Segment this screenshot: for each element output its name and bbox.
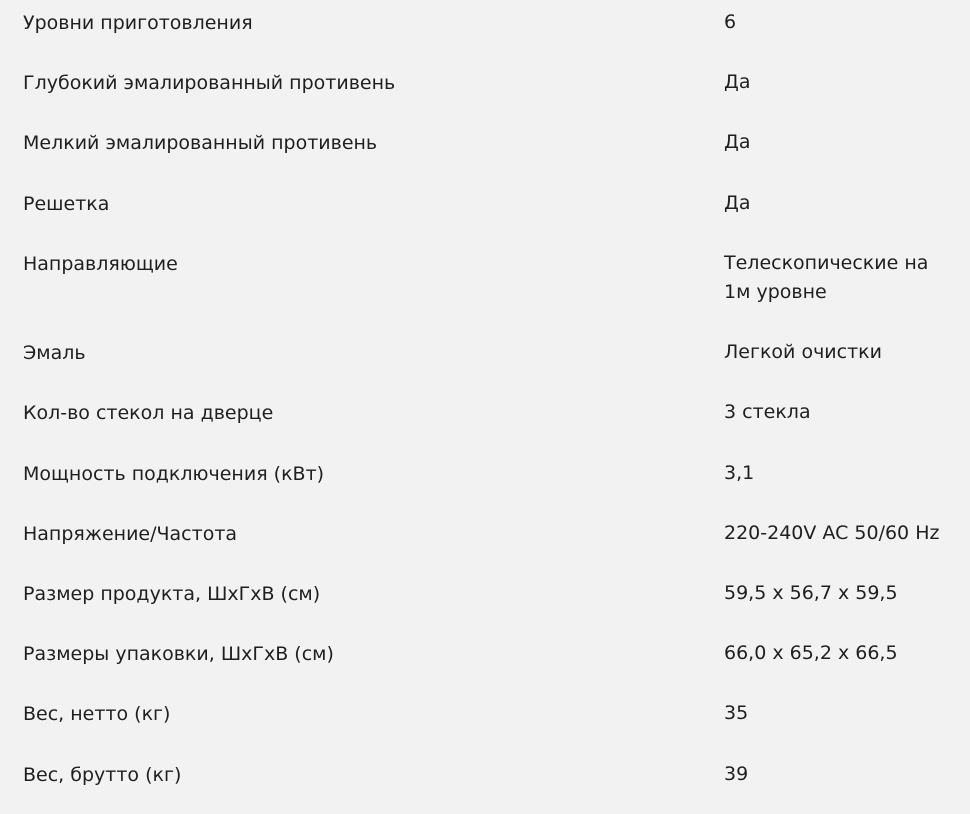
spec-label: Кол-во стекол на дверце	[23, 402, 274, 424]
spec-label: Мощность подключения (кВт)	[23, 463, 325, 485]
spec-value: 3,1	[724, 462, 755, 484]
spec-label: Мелкий эмалированный противень	[23, 132, 378, 154]
spec-value: 6	[724, 11, 737, 33]
spec-label: Решетка	[23, 193, 110, 215]
spec-value: 35	[724, 702, 749, 724]
spec-value: Легкой очистки	[724, 341, 882, 363]
spec-value: Да	[724, 131, 751, 153]
spec-label: Размеры упаковки, ШхГхВ (см)	[23, 643, 334, 665]
spec-label: Эмаль	[23, 342, 86, 364]
spec-value: 66,0 x 65,2 x 66,5	[724, 642, 898, 664]
spec-value: Телескопические на 1м уровне	[724, 252, 929, 303]
spec-value: 39	[724, 763, 749, 785]
spec-label: Глубокий эмалированный противень	[23, 72, 396, 94]
spec-label: Направляющие	[23, 253, 178, 275]
spec-label: Напряжение/Частота	[23, 523, 238, 545]
spec-label: Вес, нетто (кг)	[23, 703, 171, 725]
spec-label: Уровни приготовления	[23, 12, 253, 34]
spec-label: Вес, брутто (кг)	[23, 764, 182, 786]
spec-value: 220-240V AC 50/60 Hz	[724, 522, 940, 544]
spec-value: Да	[724, 192, 751, 214]
spec-value: 59,5 x 56,7 x 59,5	[724, 582, 898, 604]
spec-label: Размер продукта, ШхГхВ (см)	[23, 583, 321, 605]
spec-value: Да	[724, 71, 751, 93]
spec-value: 3 стекла	[724, 401, 811, 423]
